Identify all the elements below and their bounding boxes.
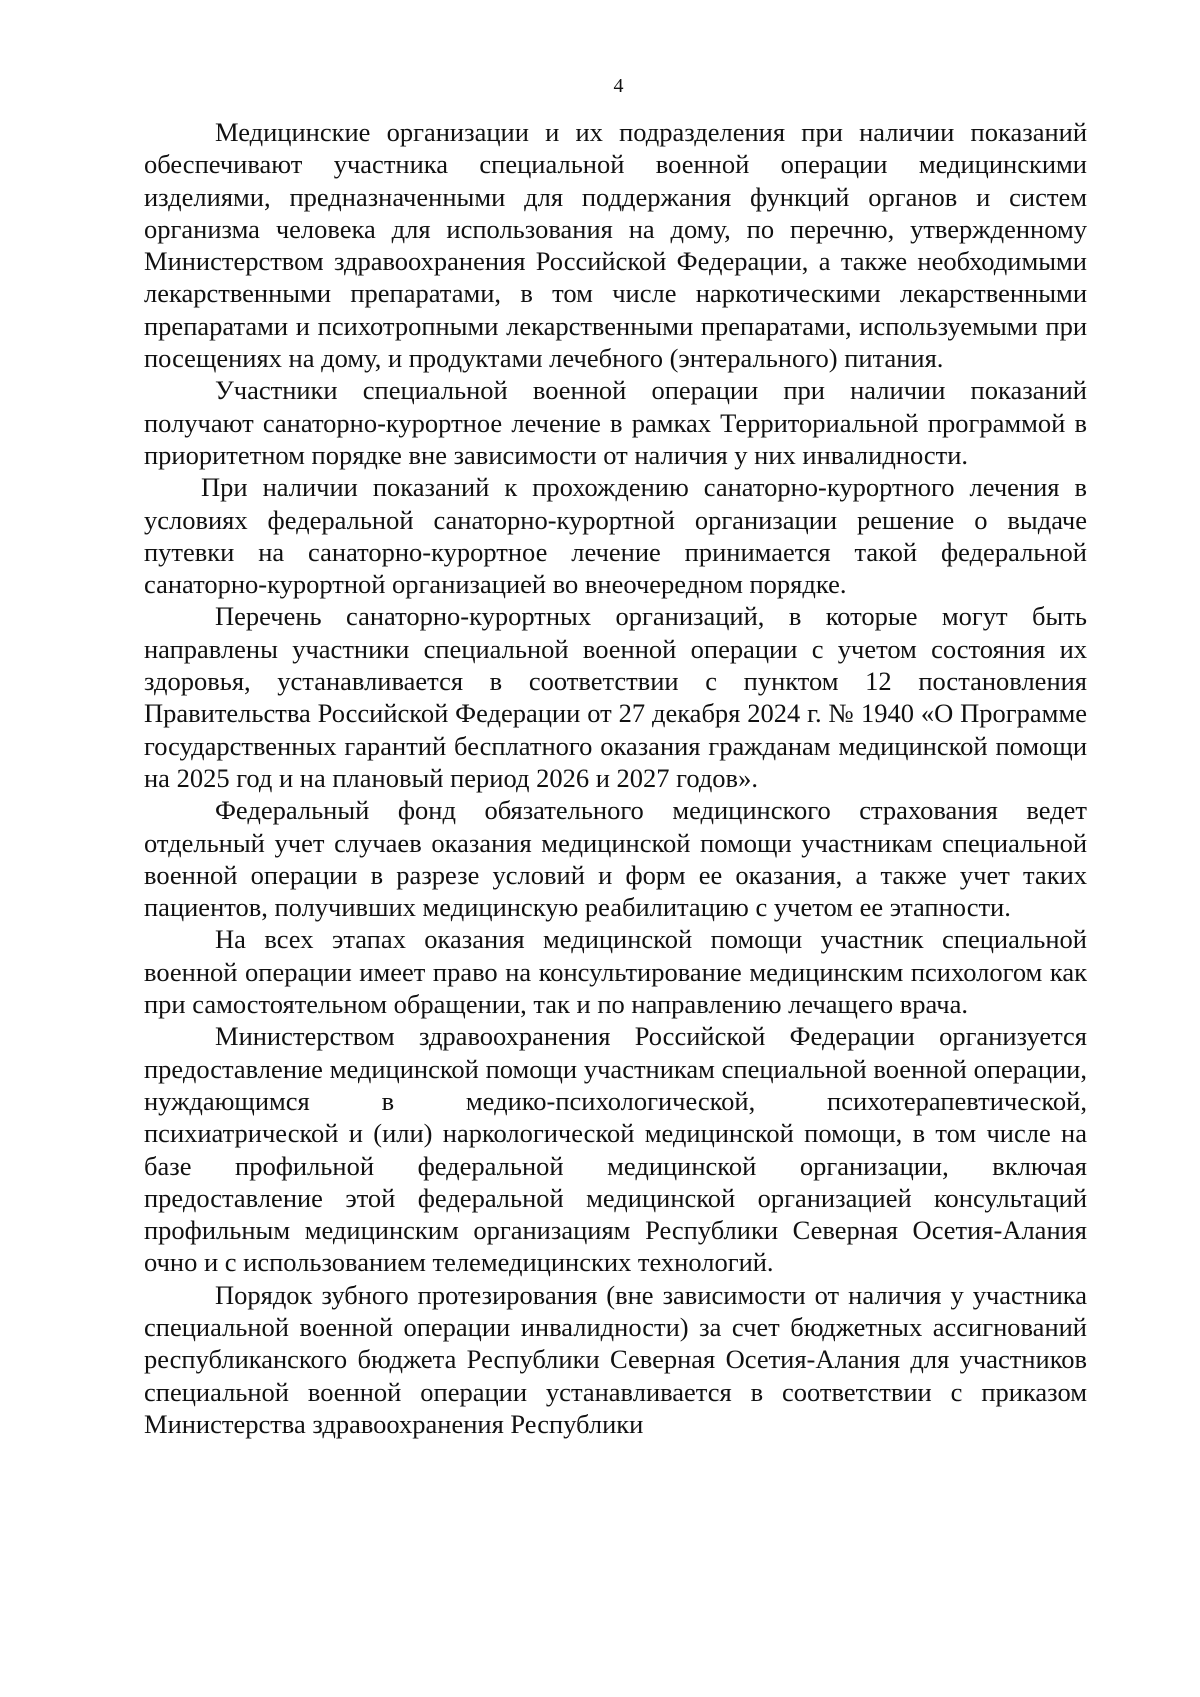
paragraph-ministry-care: Министерством здравоохранения Российской Федерации организуется предоставление медицинской помощи участникам специальной военной операции, нуждающимся в медико-психологической, психотерапевтической, психиатрической и (или) наркологической медицинской помощи, в том числе на базе профильной федеральной медицинской организации, включая предоставление этой федеральной медицинской организацией консультаций профильным медицинским организациям Республики Северная Осетия-Алания очно и с использованием телемедицинских технологий. [144, 1021, 1087, 1278]
document-body [144, 116, 1087, 1440]
paragraph-sanatorium-treatment: Участники специальной военной операции при наличии показаний получают санаторно-курортное лечение в рамках Территориальной программой в приоритетном порядке вне зависимости от наличия у них инвалидности. [144, 375, 1087, 470]
paragraph-federal-sanatorium: При наличии показаний к прохождению санаторно-курортного лечения в условиях федеральной санаторно-курортной организации решение о выдаче путевки на санаторно-курортное лечение принимается такой федеральной санаторно-курортной организацией во внеочередном порядке. [144, 472, 1087, 600]
paragraph-psychologist: На всех этапах оказания медицинской помощи участник специальной военной операции имеет право на консультирование медицинским психологом как при самостоятельном обращении, так и по направлению лечащего врача. [144, 924, 1087, 1020]
paragraph-sanatorium-list: Перечень санаторно-курортных организаций, в которые могут быть направлены участники специальной военной операции с учетом состояния их здоровья, устанавливается в соответствии с пунктом 12 постановления Правительства Российской Федерации от 27 декабря 2024 г. № 1940 «О Программе государственных гарантий бесплатного оказания гражданам медицинской помощи на 2025 год и на плановый период 2026 и 2027 годов». [144, 601, 1087, 793]
paragraph-medical-devices: Медицинские организации и их подразделения при наличии показаний обеспечивают участника специальной военной операции медицинскими изделиями, предназначенными для поддержания функций органов и систем организма человека для использования на дому, по перечню, утвержденному Министерством здравоохранения Российской Федерации, а также необходимыми лекарственными препаратами, в том числе наркотическими лекарственными препаратами и психотропными лекарственными препаратами, используемыми при посещениях на дому, и продуктами лечебного (энтерального) питания. [144, 117, 1087, 374]
paragraph-insurance-fund: Федеральный фонд обязательного медицинского страхования ведет отдельный учет случаев оказания медицинской помощи участникам специальной военной операции в разрезе условий и форм ее оказания, а также учет таких пациентов, получивших медицинскую реабилитацию с учетом ее этапности. [144, 795, 1087, 923]
paragraph-dental-prosthetics: Порядок зубного протезирования (вне зависимости от наличия у участника специальной военной операции инвалидности) за счет бюджетных ассигнований республиканского бюджета Республики Северная Осетия-Алания для участников специальной военной операции устанавливается в соответствии с приказом Министерства здравоохранения Республики [144, 1279, 1087, 1439]
page-number: 4 [613, 75, 624, 97]
